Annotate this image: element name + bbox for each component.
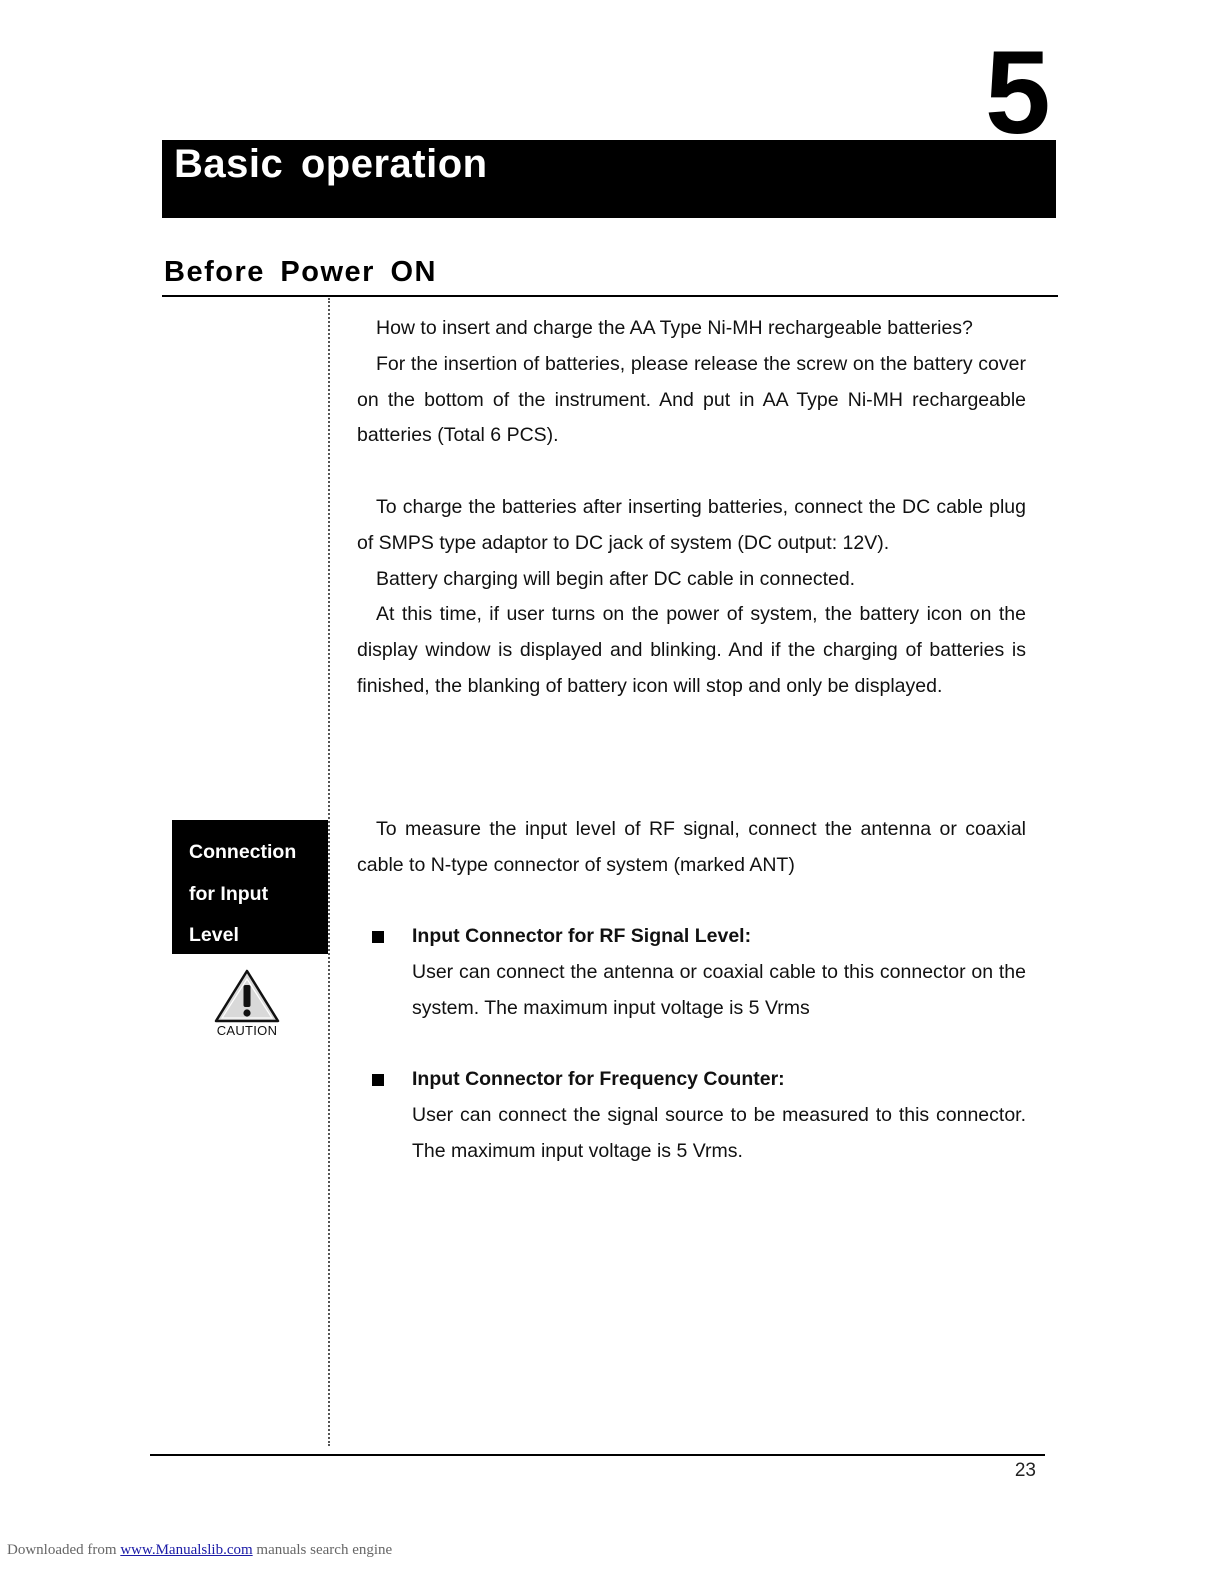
- battery-charge-paragraph: To charge the batteries after inserting batteries, connect the DC cable plug of SMPS type adaptor to DC jack of system (DC output: 12V).: [357, 495, 1026, 554]
- side-label-line: for Input: [189, 882, 269, 905]
- caution-label: CAUTION: [216, 1023, 278, 1038]
- download-prefix: Downloaded from: [7, 1542, 117, 1558]
- page-number: 23: [1014, 1460, 1036, 1481]
- list-item: [372, 919, 1026, 1026]
- download-suffix: manuals search engine: [256, 1542, 393, 1558]
- side-label-line: Connection: [189, 841, 297, 863]
- battery-instructions: [357, 311, 1026, 705]
- side-label-line: Level: [189, 924, 239, 946]
- list-item-title: Input Connector for Frequency Counter:: [412, 1068, 785, 1090]
- connection-intro: [357, 812, 1026, 884]
- connection-side-label: [172, 820, 328, 954]
- connection-intro-text: To measure the input level of RF signal, connect the antenna or coaxial cable to N-type connector of system (marked ANT): [357, 818, 1026, 876]
- square-bullet-icon: [372, 931, 384, 943]
- battery-insertion-paragraph: For the insertion of batteries, please release the screw on the battery cover on the bottom of the instrument. And put in AA Type Ni-MH rechargeable batteries (Total 6 PCS).: [357, 352, 1026, 447]
- caution-icon: [212, 968, 282, 1024]
- battery-question: How to insert and charge the AA Type Ni-MH rechargeable batteries?: [376, 317, 973, 339]
- section-rule: [162, 295, 1058, 297]
- chapter-number: 5: [985, 27, 1049, 159]
- column-divider: [328, 298, 330, 1446]
- manualslib-link[interactable]: www.Manualslib.com: [120, 1542, 253, 1558]
- download-note: [7, 1542, 392, 1559]
- battery-icon-paragraph: At this time, if user turns on the power of system, the battery icon on the display window is displayed and blinking. And if the charging of batteries is finished, the blanking of battery icon will stop and only be displayed.: [357, 603, 1026, 697]
- square-bullet-icon: [372, 1074, 384, 1086]
- section-heading: Before Power ON: [164, 256, 437, 288]
- footer-rule: [150, 1454, 1045, 1456]
- battery-charge-start: Battery charging will begin after DC cable in connected.: [376, 567, 856, 590]
- list-item-title: Input Connector for RF Signal Level:: [412, 925, 752, 947]
- caution-badge: [212, 968, 282, 1040]
- chapter-title: Basic operation: [174, 142, 488, 186]
- list-item: [372, 1062, 1026, 1169]
- list-item-body: User can connect the signal source to be measured to this connector. The maximum input voltage is 5 Vrms.: [412, 1103, 1026, 1162]
- list-item-body: User can connect the antenna or coaxial cable to this connector on the system. The maximum input voltage is 5 Vrms: [412, 960, 1026, 1019]
- chapter-title-bar: [162, 140, 1056, 218]
